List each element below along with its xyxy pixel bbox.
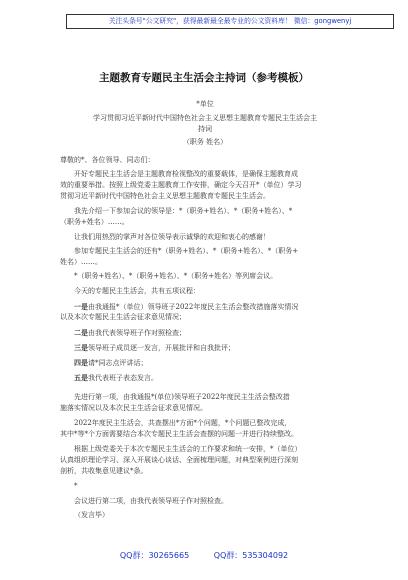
agenda-text: 领导班子成员逐一发言，开展批评和自我批评； xyxy=(88,344,235,352)
body-line: 先进行第一项，由我通报*(单位)领导班子2022年度民主生活会整改措 xyxy=(74,393,290,401)
body-line: 施落实情况以及本次民主生活会征求意见情况。 xyxy=(60,404,207,412)
qq-group-2: QQ群：535304092 xyxy=(213,551,289,560)
agenda-label: 五是 xyxy=(74,373,88,382)
body-line: 贯彻习近平新时代中国特色社会主义思想主题教育专题民主生活会。 xyxy=(60,192,270,200)
promo-banner: 关注头条号"公文研究"，获得最新最全最专业的公文资料库！ 微信：gongwenyj xyxy=(66,14,394,29)
agenda-label: 一是 xyxy=(74,302,88,311)
agenda-text: 请*同志点评讲话； xyxy=(88,359,148,367)
subtitle-line-2: 持词 xyxy=(198,125,212,133)
agenda-label: 四是 xyxy=(74,358,88,367)
body-line: 认真组织理论学习、深入开展谈心谈话、全面梳理问题，对典型案例进行深刻 xyxy=(60,456,298,464)
body-line: 今天的专题民主生活会，共有五项议程： xyxy=(74,287,200,295)
body-line: 姓名）……。 xyxy=(60,258,102,266)
body-line: 效的重要举措。按照上级党委主题教育工作安排，确定今天召开*（单位）学习 xyxy=(60,181,302,189)
body-line: 其中*等*个方面需要结合本次专题民主生活会查摆的问题一并进行持续整改。 xyxy=(60,430,298,438)
agenda-label: 二是 xyxy=(74,328,88,337)
body-line: 会议进行第二项，由我代表领导班子作对照检查。 xyxy=(74,497,228,505)
body-line: 尊敬的*、各位领导、同志们： xyxy=(60,156,155,164)
agenda-item xyxy=(60,312,370,323)
body-line: 根据上级党委关于本次专题民主生活会的工作要求和统一安排，*（单位） xyxy=(74,445,302,453)
body-line: 2022年度民主生活会，共查摆出*方面*个问题，*个问题已整改完成， xyxy=(74,419,292,427)
agenda-text: 我代表班子表态发言。 xyxy=(88,374,158,382)
agenda-text: 由我通报*（单位）领导班子2022年度民主生活会整改措施落实情况 xyxy=(88,303,299,311)
agenda-text: 以及本次专题民主生活会征求意见情况； xyxy=(60,313,186,321)
agenda-text: 由我代表领导班子作对照检查； xyxy=(88,329,186,337)
body-line: *（职务+姓名）、*（职务+姓名）、*（职务+姓名）等列席会议。 xyxy=(74,272,278,280)
body-line: * xyxy=(74,482,78,490)
body-line: 开好专题民主生活会是主题教育检视整改的重要载体，是确保主题教育成 xyxy=(74,170,298,178)
agenda-item xyxy=(60,372,370,384)
agenda-item xyxy=(60,327,370,339)
footer-contacts xyxy=(0,550,408,561)
body-line: 让我们用热烈的掌声对各位领导表示诚挚的欢迎和衷心的感谢！ xyxy=(74,233,270,241)
subtitle-line-1: 学习贯彻习近平新时代中国特色社会主义思想主题教育专题民主生活会主 xyxy=(93,114,317,122)
agenda-item xyxy=(60,357,370,369)
agenda-label: 三是 xyxy=(74,343,88,352)
body-line: 参加专题民主生活会的还有*（职务+姓名）、*（职务+姓名）、*（职务+ xyxy=(74,247,299,255)
unit-line: *单位 xyxy=(196,100,214,108)
document-title: 主题教育专题民主生活会主持词（参考模板） xyxy=(99,72,309,84)
qq-group-1: QQ群：30265665 xyxy=(119,551,190,560)
body-line: （发言毕） xyxy=(74,511,109,519)
body-line: 我先介绍一下参加会议的领导是：*（职务+姓名）、*（职务+姓名）、* xyxy=(74,207,293,215)
body-line: （职务+姓名）……。 xyxy=(60,218,129,226)
author-line: （职务 姓名） xyxy=(182,138,228,146)
agenda-item xyxy=(60,342,370,354)
body-line: 剖析，共收集意见建议*条。 xyxy=(60,467,148,475)
